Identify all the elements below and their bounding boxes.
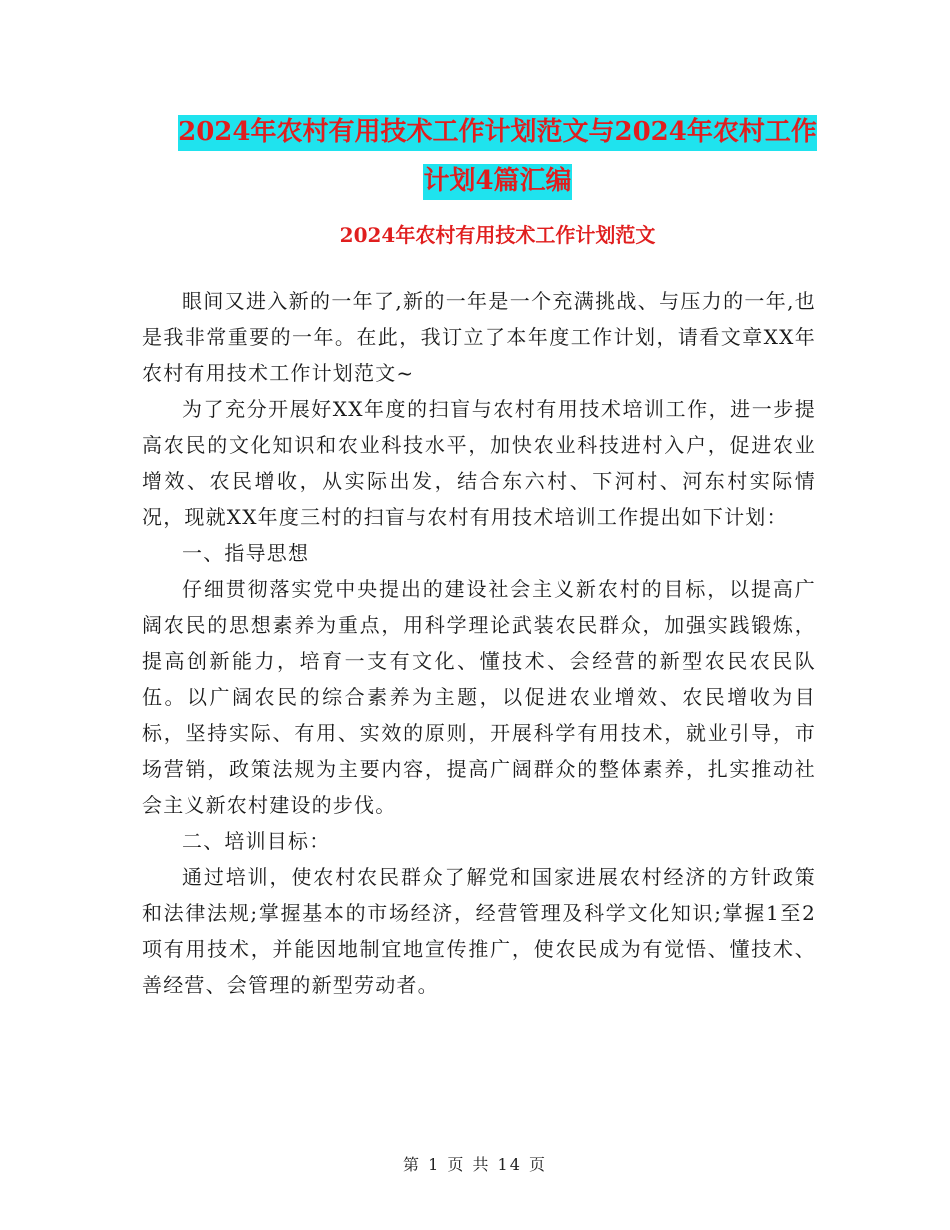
section-heading: 2024年农村有用技术工作计划范文 xyxy=(339,223,656,247)
title-line-1: 2024年农村有用技术工作计划范文与2024年农村工作 xyxy=(178,115,817,151)
heading-training-goals: 二、培训目标： xyxy=(182,829,331,853)
paragraph-guiding-ideology: 仔细贯彻落实党中央提出的建设社会主义新农村的目标，以提高广阔农民的思想素养为重点，用科学理论武装农民群众，加强实践锻炼，提高创新能力，培育一支有文化、懂技术、会经营的新型农民农民队伍。以广阔农民的综合素养为主题，以促进农业增效、农民增收为目标，坚持实际、有用、实效的原则，开展科学有用技术，就业引导，市场营销，政策法规为主要内容，提高广阔群众的整体素养，扎实推动社会主义新农村建设的步伐。 xyxy=(142,577,816,817)
document-title xyxy=(140,108,855,206)
paragraph-training-goals: 通过培训，使农村农民群众了解党和国家进展农村经济的方针政策和法律法规;掌握基本的市场经济，经营管理及科学文化知识;掌握1至2项有用技术，并能因地制宜地宣传推广，使农民成为有觉悟、懂技术、善经营、会管理的新型劳动者。 xyxy=(142,865,816,997)
paragraph-background: 为了充分开展好XX年度的扫盲与农村有用技术培训工作，进一步提高农民的文化知识和农业科技水平，加快农业科技进村入户，促进农业增效、农民增收，从实际出发，结合东六村、下河村、河东村实际情况，现就XX年度三村的扫盲与农村有用技术培训工作提出如下计划： xyxy=(142,397,816,529)
heading-guiding-ideology: 一、指导思想 xyxy=(182,541,310,565)
title-line-2: 计划4篇汇编 xyxy=(423,164,571,200)
page-number-footer: 第 1 页 共 14 页 xyxy=(403,1155,547,1174)
document-body xyxy=(142,283,816,1003)
paragraph-intro: 眼间又进入新的一年了,新的一年是一个充满挑战、与压力的一年,也是我非常重要的一年。在此，我订立了本年度工作计划，请看文章XX年农村有用技术工作计划范文~ xyxy=(142,289,816,385)
